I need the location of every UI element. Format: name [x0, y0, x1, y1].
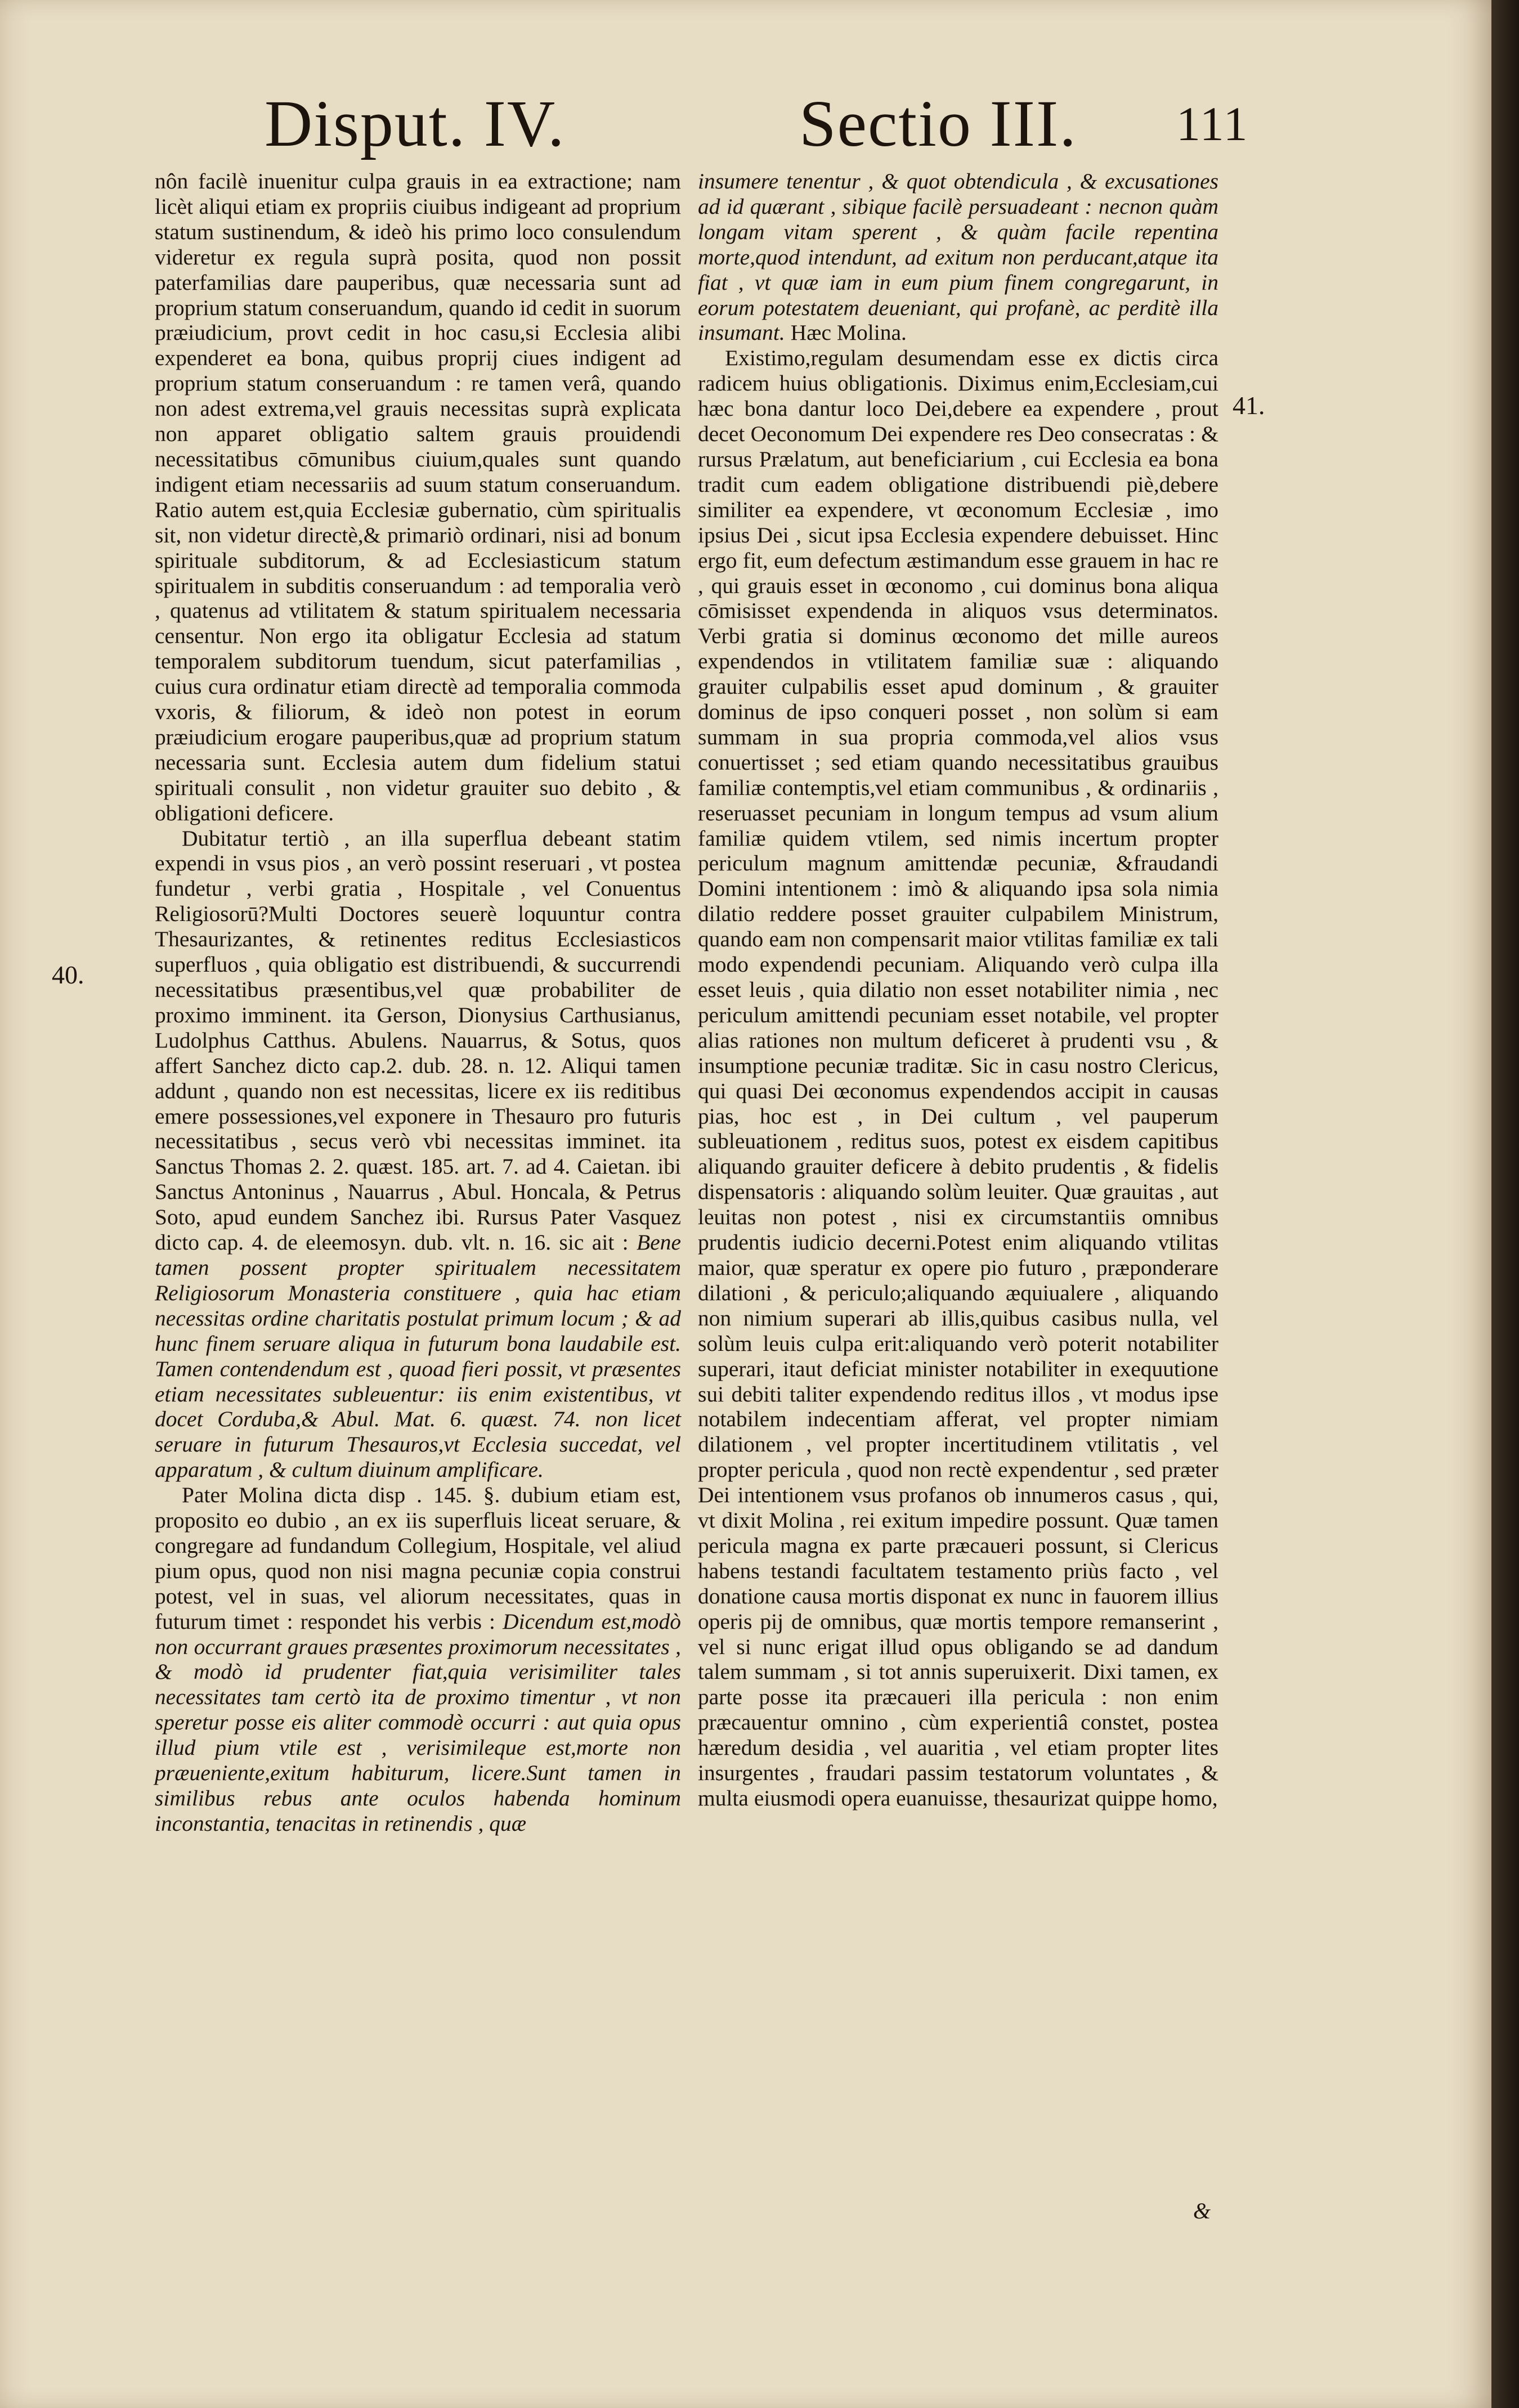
right-paragraph-2: Existimo,regulam desumendam esse ex dictis circa radicem huius obligationis. Diximus enim,Ecclesiam,cui hæc bona dantur loco Dei,debere ea expendere , prout decet Oeconomum Dei expendere res Deo consecratas : & rursus Prælatum, aut beneficiarium , cui Ecclesia ea bona tradit cum eadem obligatione distribuendi piè,debere similiter ea expendere, vt œconomum Ecclesiæ , imo ipsius Dei , sicut ipsa Ecclesia expendere debuisset. Hinc ergo fit, eum defectum æstimandum esse grauem in hac re , qui grauis esset in œconomo , cui dominus bona aliqua cōmisisset expendenda in aliquos vsus determinatos. Verbi gratia si dominus œconomo det mille aureos expendendos in vtilitatem familiæ suæ : aliquando grauiter culpabilis esset apud dominum , & grauiter dominus de ipso conqueri posset , non solùm si eam summam in sua propria commoda,vel alios vsus conuertisset ; sed etiam quando necessitatibus grauibus familiæ contemptis,vel etiam communibus , & ordinariis , reseruasset pecuniam in longum tempus ad vsum alium familiæ quidem vtilem, sed nimis incertum propter periculum magnum amittendæ pecuniæ, &fraudandi Domini intentionem : imò & aliquando ipsa sola nimia dilatio reddere posset grauiter culpabilem Ministrum, quando eam non compensarit maior vtilitas familiæ ex tali modo expendendi pecuniam. Aliquando verò culpa illa esset leuis , quia dilatio non esset notabiliter nimia , nec periculum amittendi pecuniam esset notabile, vel propter alias rationes non multum deficeret à prudenti vsu , & insumptione pecuniæ traditæ. Sic in casu nostro Clericus, qui quasi Dei œconomus expendendos accipit in causas pias, hoc est , in Dei cultum , vel pauperum subleuationem , reditus suos, potest ex eisdem capitibus aliquando grauiter deficere à debito prudentis , & fidelis dispensatoris : aliquando solùm leuiter. Quæ grauitas , aut leuitas non potest , nisi ex circumstantiis omnibus prudentis iudicio decerni.Potest enim aliquando vtilitas maior, quæ speratur ex opere pio futuro , præponderare dilationi , & periculo;aliquando æquiualere , aliquando non nimium superari ab illis,quibus casibus nulla, vel solùm leuis culpa erit:aliquando verò poterit notabiliter superari, itaut deficiat minister notabiliter in exequutione sui debiti taliter expendendo reditus illos , vt modus ipse notabilem indecentiam afferat, vel propter nimiam dilationem , vel propter incertitudinem vtilitatis , vel propter pericula , quod non rectè expendentur , sed præter Dei intentionem vsus profanos ob innumeros casus , qui, vt dixit Molina , rei exitum impedire possunt. Quæ tamen pericula magna ex parte præcaueri possunt, si Clericus habens testandi facultatem testamento priùs facto , vel donatione causa mortis disponat ex nunc in fauorem illius operis pij de omnibus, quæ mortis tempore remanserint , vel si nunc erigat illud opus obligando se ad dandum talem summam , si tot annis superuixerit. Dixi tamen, ex parte posse ita præcaueri illa pericula : non enim præcauentur omnino , cùm experientiâ constet, postea hæredum desidia , vel auaritia , vel etiam propter lites insurgentes , fraudari passim testatorum voluntates , & multa eiusmodi opera euanuisse, thesaurizat quippe homo,	[698, 345, 1218, 1811]
left-paragraph-3-text: Pater Molina dicta disp . 145. §. dubium etiam est, proposito eo dubio , an ex iis superfluis liceat seruare, & congregare ad fundandum Collegium, Hospitale, vel aliud pium opus, quod non nisi magna pecuniæ copia construi potest, vel in suas, vel aliorum necessitates, quas in futurum timet : respondet his verbis :	[155, 1482, 681, 1634]
page-number: 111	[1176, 97, 1249, 151]
right-paragraph-1-tail: Hæc Molina.	[790, 320, 907, 345]
catchword: &	[1193, 2198, 1211, 2223]
running-header	[0, 84, 1491, 163]
right-paragraph-1-quote: insumere tenentur , & quot obtendicula , & excusationes ad id quærant , sibique facilè persuadeant : necnon quàm longam vitam sperent , & quàm facile repentina morte,quod intendunt, ad exitum non perducant,atque ita fiat , vt quæ iam in eum pium finem congregarunt, in eorum potestatem deueniant, qui profanè, ac perditè illa insumant.	[698, 169, 1218, 345]
right-column	[698, 169, 1218, 1811]
left-paragraph-1: nôn facilè inuenitur culpa grauis in ea extractione; nam licèt aliqui etiam ex propriis ciuibus indigeant ad proprium statum sustinendum, & ideò his primo loco consulendum videretur ex regula suprà posita, quod non possit paterfamilias dare pauperibus, quæ necessaria sunt ad proprium statum conseruandum, quando id cedit in suorum præiudicium, provt cedit in hoc casu,si Ecclesia alibi expenderet ea bona, quibus proprij ciues indigent ad proprium statum conseruandum : re tamen verâ, quando non adest extrema,vel grauis necessitas suprà explicata non apparet obligatio saltem grauis prouidendi necessitatibus cōmunibus ciuium,quales sunt quando indigent etiam necessariis ad suum statum conseruandum. Ratio autem est,quia Ecclesiæ gubernatio, cùm spiritualis sit, non videtur directè,& primariò ordinari, nisi ad bonum spirituale subditorum, & ad Ecclesiasticum statum spiritualem in subditis conseruandum : ad temporalia verò , quatenus ad vtilitatem & statum spiritualem necessaria censentur. Non ergo ita obligatur Ecclesia ad statum temporalem subditorum tuendum, sicut paterfamilias , cuius cura ordinatur etiam directè ad temporalia commoda vxoris, & filiorum, & ideò non potest in eorum præiudicium erogare pauperibus,quæ ad proprium statum necessaria sunt. Ecclesia autem dum fidelium statui spirituali consulit , non videtur grauiter suo debito , & obligationi deficere.	[155, 169, 681, 825]
right-paragraph-1	[698, 169, 1218, 345]
left-paragraph-3	[155, 1482, 681, 1836]
left-paragraph-3-quote: Dicendum est,modò non occurrant graues præsentes proximorum necessitates , & modò id prudenter fiat,quia verisimiliter tales necessitates tam certò ita de proximo timentur , vt non speretur posse eis aliter commodè occurri : aut quia opus illud pium vtile est , verisimileque est,morte non præueniente,exitum habiturum, licere.Sunt tamen in similibus rebus ante oculos habenda hominum inconstantia, tenacitas in retinendis , quæ	[155, 1609, 682, 1836]
page-edge-shadow	[1491, 0, 1519, 2408]
left-paragraph-2-quote: Bene tamen possent propter spiritualem necessitatem Religiosorum Monasteria constituere , quia hac etiam necessitas ordine charitatis postulat primum locum ; & ad hunc finem seruare aliqua in futurum bona laudabile est. Tamen contendendum est , quoad fieri possit, vt præsentes etiam necessitates subleuentur: iis enim existentibus, vt docet Corduba,& Abul. Mat. 6. quæst. 74. non licet seruare in futurum Thesauros,vt Ecclesia succedat, vel apparatum , & cultum diuinum amplificare.	[155, 1230, 681, 1482]
left-paragraph-2	[155, 826, 681, 1483]
header-disputation: Disput. IV.	[265, 87, 566, 160]
margin-number-40: 40.	[52, 960, 84, 989]
left-paragraph-2-text: Dubitatur tertiò , an illa superflua debeant statim expendi in vsus pios , an verò possint reseruari , vt postea fundetur , verbi gratia , Hospitale , vel Conuentus Religiosorū?Multi Doctores seuerè loquuntur contra Thesaurizantes, & retinentes reditus Ecclesiasticos superfluos , quia obligatio est distribuendi, & succurrendi necessitatibus præsentibus,vel quæ probabiliter de proximo imminent. ita Gerson, Dionysius Carthusianus, Ludolphus Catthus. Abulens. Nauarrus, & Sotus, quos affert Sanchez dicto cap.2. dub. 28. n. 12. Aliqui tamen addunt , quando non est necessitas, licere ex iis reditibus emere possessiones,vel exponere in Thesauro pro futuris necessitatibus , secus verò vbi necessitas imminet. ita Sanctus Thomas 2. 2. quæst. 185. art. 7. ad 4. Caietan. ibi Sanctus Antoninus , Nauarrus , Abul. Honcala, & Petrus Soto, apud eundem Sanchez ibi. Rursus Pater Vasquez dicto cap. 4. de eleemosyn. dub. vlt. n. 16. sic ait :	[155, 825, 681, 1255]
margin-number-41: 41.	[1233, 391, 1265, 420]
left-column	[155, 169, 681, 1836]
header-section: Sectio III.	[799, 87, 1077, 160]
